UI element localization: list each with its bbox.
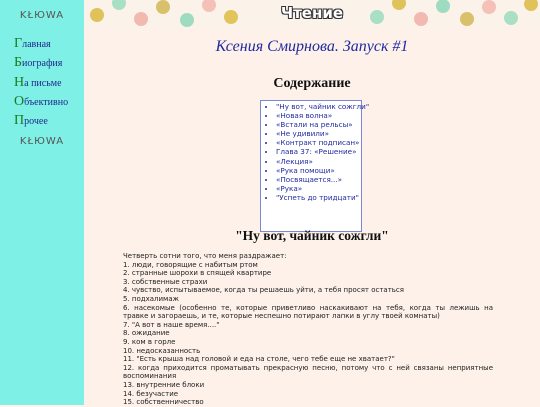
table-of-contents: [260, 100, 370, 232]
body-line: 7. "А вот в наше время....": [123, 320, 220, 329]
header-banner: [84, 0, 540, 28]
body-line: 13. внутренние блоки: [123, 380, 205, 389]
body-line: 15. собственничество: [123, 398, 204, 407]
body-line: 8. ожидание: [123, 329, 170, 338]
toc-link[interactable]: • «Встали на рельсы»: [276, 120, 361, 129]
nav-item-objectively[interactable]: Объективно: [14, 93, 69, 109]
page-banner-title: Чтение: [280, 4, 344, 22]
toc-link[interactable]: • «Посвящается...»: [276, 175, 361, 184]
chapter-body: [123, 252, 493, 407]
body-line: Четверть сотни того, что меня раздражает:: [123, 252, 287, 260]
chapter-title: "Ну вот, чайник сожгли": [235, 228, 389, 243]
toc-link[interactable]: • "Ну вот, чайник сожгли": [276, 102, 361, 111]
toc-list: [264, 102, 370, 202]
toc-heading: Содержание: [273, 76, 351, 91]
sidebar-nav: [14, 34, 68, 130]
nav-item-in-writing[interactable]: На письме: [14, 74, 62, 90]
nav-item-biography[interactable]: Биография: [14, 55, 63, 71]
page-title: Ксения Смирнова. Запуск #1: [215, 38, 409, 55]
body-line: 1. люди, говорящие с набитым ртом: [123, 260, 258, 269]
site-logo-top[interactable]: KŁЮWA: [19, 10, 65, 21]
body-line: 14. безучастие: [123, 389, 179, 398]
main-content: [84, 28, 540, 405]
body-line: 5. подхалимаж: [123, 294, 179, 303]
site-logo-bottom[interactable]: KŁЮWA: [19, 136, 65, 147]
toc-link[interactable]: • «Рука помощи»: [276, 166, 361, 175]
body-line: 10. недосказанность: [123, 346, 201, 355]
nav-item-other[interactable]: Прочее: [14, 113, 48, 129]
toc-link[interactable]: • Глава 37: «Решение»: [276, 147, 361, 156]
body-line: 2. странные шорохи в спящей квартире: [123, 269, 272, 278]
toc-link[interactable]: • «Контракт подписан»: [276, 138, 361, 147]
body-line: 11. "Есть крыша над головой и еда на столе, чего тебе еще не хватает?": [123, 355, 395, 364]
toc-link[interactable]: • «Не удивили»: [276, 129, 361, 138]
body-line: 12. когда приходится проматывать прекрасную песню, потому что с ней связаны неприятные воспоминания: [123, 363, 493, 381]
toc-link[interactable]: • «Рука»: [276, 184, 361, 193]
nav-item-home[interactable]: Главная: [14, 36, 51, 51]
body-line: 3. собственные страхи: [123, 277, 208, 286]
body-line: 6. насекомые (особенно те, которые приветливо наскакивают на тебя, когда ты лежишь на травке и загораешь, и те, которые неспешно потирают лапки в углу твоей комнаты): [123, 303, 493, 321]
body-line: 4. чувство, испытываемое, когда ты решаешь уйти, а тебя просят остаться: [123, 286, 404, 295]
toc-link[interactable]: • «Лекция»: [276, 157, 361, 166]
toc-link[interactable]: • "Успеть до тридцати": [276, 193, 361, 202]
toc-link[interactable]: • «Новая волна»: [276, 111, 361, 120]
sidebar: [0, 0, 84, 405]
body-line: 9. ком в горле: [123, 337, 176, 346]
